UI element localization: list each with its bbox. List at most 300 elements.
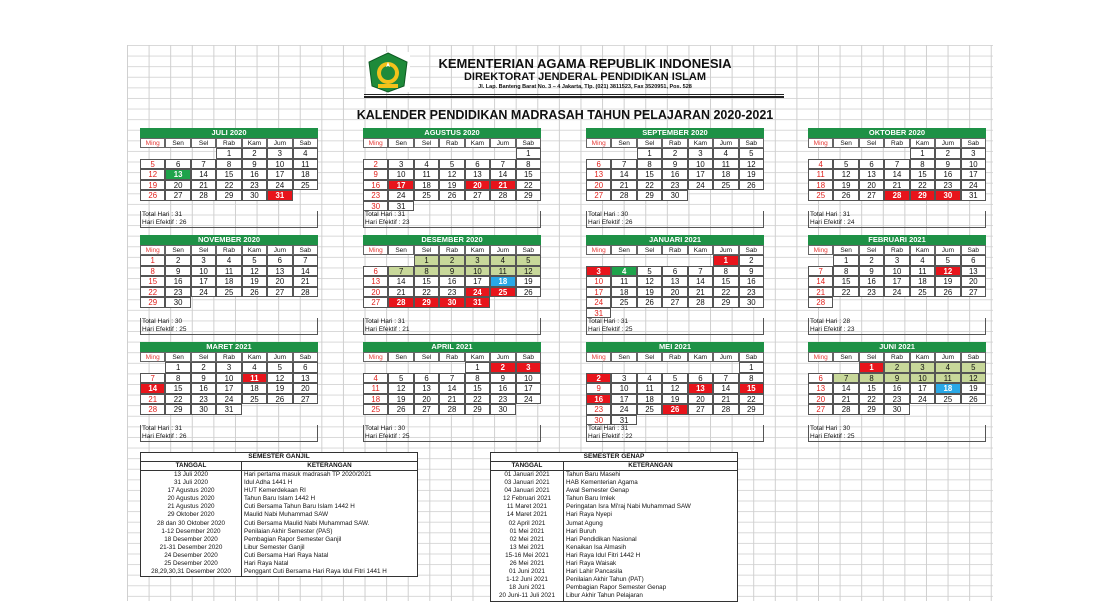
day-cell: 24 <box>216 394 241 405</box>
day-cell: 10 <box>961 159 986 170</box>
table-row <box>491 568 737 576</box>
empty-cell <box>586 255 611 266</box>
day-name: Sel <box>859 352 884 362</box>
empty-cell <box>388 308 413 319</box>
table-row <box>141 471 417 479</box>
total-days: Total Hari : 31 <box>142 211 183 218</box>
event-description: Tahun Baru Masehi <box>566 471 621 478</box>
day-cell: 27 <box>363 297 388 308</box>
empty-cell <box>388 148 413 159</box>
day-cell: 15 <box>516 169 541 180</box>
event-date: 25 Desember 2020 <box>141 560 242 568</box>
day-cell: 11 <box>713 159 738 170</box>
day-cell: 1 <box>637 148 662 159</box>
day-name: Rab <box>884 138 909 148</box>
day-cell: 10 <box>586 276 611 287</box>
day-cell: 29 <box>165 404 190 415</box>
day-cell: 21 <box>140 394 165 405</box>
empty-cell <box>586 362 611 373</box>
effective-days: Hari Efektif : 25 <box>142 326 187 333</box>
semester-ganjil-table <box>140 452 418 577</box>
empty-cell <box>961 404 986 415</box>
day-cell: 21 <box>713 394 738 405</box>
empty-cell <box>859 308 884 319</box>
day-cell: 17 <box>688 169 713 180</box>
day-name: Sen <box>611 245 636 255</box>
day-cell: 11 <box>490 266 515 277</box>
empty-cell <box>516 415 541 426</box>
day-cell: 7 <box>140 373 165 384</box>
day-name: Jum <box>490 245 515 255</box>
day-cell: 3 <box>388 159 413 170</box>
day-cell: 26 <box>242 287 267 298</box>
event-date: 26 Mei 2021 <box>491 560 564 568</box>
event-description: Tahun Baru Islam 1442 H <box>244 495 316 503</box>
empty-cell <box>833 297 858 308</box>
day-name: Rab <box>216 138 241 148</box>
month-name: JUNI 2021 <box>808 342 986 352</box>
genap-col-date: TANGGAL <box>491 462 564 470</box>
event-date: 01 Mei 2021 <box>491 528 564 536</box>
day-cell: 13 <box>662 276 687 287</box>
day-cell: 18 <box>910 276 935 287</box>
empty-cell <box>739 190 764 201</box>
day-cell: 6 <box>859 159 884 170</box>
event-date: 02 Mei 2021 <box>491 536 564 544</box>
day-cell: 29 <box>140 297 165 308</box>
day-cell: 28 <box>713 404 738 415</box>
empty-cell <box>140 201 165 212</box>
day-cell: 13 <box>293 373 318 384</box>
day-name: Sel <box>191 138 216 148</box>
table-row <box>491 536 737 544</box>
day-cell: 10 <box>884 266 909 277</box>
day-cell: 17 <box>516 383 541 394</box>
day-cell: 2 <box>490 362 515 373</box>
day-cell: 28 <box>833 404 858 415</box>
empty-cell <box>833 308 858 319</box>
day-cell: 25 <box>713 180 738 191</box>
day-cell: 17 <box>884 276 909 287</box>
day-cell: 15 <box>140 276 165 287</box>
event-date: 24 Desember 2020 <box>141 552 242 560</box>
day-cell: 26 <box>267 394 292 405</box>
day-cell: 22 <box>739 394 764 405</box>
day-cell: 8 <box>859 373 884 384</box>
day-cell: 4 <box>637 373 662 384</box>
table-row <box>141 503 417 511</box>
day-cell: 23 <box>242 180 267 191</box>
day-cell: 25 <box>363 404 388 415</box>
day-cell: 20 <box>688 394 713 405</box>
day-cell: 19 <box>242 276 267 287</box>
day-cell: 6 <box>662 266 687 277</box>
day-cell: 8 <box>465 373 490 384</box>
empty-cell <box>662 308 687 319</box>
effective-days: Hari Efektif : 23 <box>365 219 410 226</box>
day-cell: 19 <box>662 394 687 405</box>
empty-cell <box>586 201 611 212</box>
day-cell: 13 <box>859 169 884 180</box>
day-cell: 28 <box>884 190 909 201</box>
table-row <box>141 495 417 503</box>
day-cell: 13 <box>688 383 713 394</box>
day-cell: 14 <box>713 383 738 394</box>
empty-cell <box>191 297 216 308</box>
day-cell: 29 <box>216 190 241 201</box>
day-name: Sab <box>516 245 541 255</box>
total-days: Total Hari : 31 <box>365 211 406 218</box>
event-date: 01 Juni 2021 <box>491 568 564 576</box>
event-description: Libur Semester Ganjil <box>244 543 305 551</box>
day-cell: 20 <box>165 180 190 191</box>
table-row <box>491 520 737 528</box>
day-name: Kam <box>910 352 935 362</box>
day-cell: 9 <box>191 373 216 384</box>
day-cell: 4 <box>490 255 515 266</box>
day-cell: 10 <box>267 159 292 170</box>
day-cell: 20 <box>808 394 833 405</box>
day-cell: 28 <box>688 297 713 308</box>
empty-cell <box>713 308 738 319</box>
day-name: Jum <box>713 352 738 362</box>
day-cell: 10 <box>910 373 935 384</box>
month-calendar <box>808 235 986 335</box>
empty-cell <box>662 362 687 373</box>
day-name: Kam <box>910 245 935 255</box>
header-divider <box>364 94 784 95</box>
day-name: Ming <box>363 245 388 255</box>
day-cell: 20 <box>662 287 687 298</box>
empty-cell <box>833 201 858 212</box>
empty-cell <box>808 308 833 319</box>
empty-cell <box>808 415 833 426</box>
table-row <box>491 584 737 592</box>
empty-cell <box>833 415 858 426</box>
day-cell: 4 <box>808 159 833 170</box>
day-cell: 16 <box>935 169 960 180</box>
day-cell: 25 <box>490 287 515 298</box>
day-cell: 18 <box>242 383 267 394</box>
day-cell: 24 <box>191 287 216 298</box>
day-cell: 4 <box>713 148 738 159</box>
day-cell: 2 <box>439 255 464 266</box>
day-cell: 1 <box>140 255 165 266</box>
day-cell: 18 <box>611 287 636 298</box>
day-cell: 27 <box>165 190 190 201</box>
day-cell: 18 <box>490 276 515 287</box>
day-cell: 3 <box>910 362 935 373</box>
day-cell: 17 <box>910 383 935 394</box>
event-description: Peringatan Isra Mi'raj Nabi Muhammad SAW <box>566 503 691 511</box>
day-cell: 26 <box>662 404 687 415</box>
day-cell: 8 <box>910 159 935 170</box>
day-cell: 2 <box>363 159 388 170</box>
day-cell: 11 <box>935 373 960 384</box>
ganjil-col-note: KETERANGAN <box>307 462 352 469</box>
event-date: 15-16 Mei 2021 <box>491 552 564 560</box>
day-cell: 24 <box>611 404 636 415</box>
empty-cell <box>586 148 611 159</box>
day-name: Kam <box>465 138 490 148</box>
day-cell: 12 <box>961 373 986 384</box>
empty-cell <box>490 201 515 212</box>
day-cell: 2 <box>884 362 909 373</box>
day-name: Sel <box>637 138 662 148</box>
empty-cell <box>216 308 241 319</box>
day-cell: 16 <box>662 169 687 180</box>
effective-days: Hari Efektif : 25 <box>588 326 633 333</box>
day-cell: 27 <box>267 287 292 298</box>
day-cell: 22 <box>140 287 165 298</box>
day-name: Sab <box>293 245 318 255</box>
day-name: Sab <box>293 138 318 148</box>
day-cell: 6 <box>414 373 439 384</box>
empty-cell <box>713 190 738 201</box>
day-cell: 6 <box>267 255 292 266</box>
empty-cell <box>884 308 909 319</box>
day-name: Rab <box>662 138 687 148</box>
empty-cell <box>439 201 464 212</box>
day-cell: 21 <box>611 180 636 191</box>
event-date: 20 Agustus 2020 <box>141 495 242 503</box>
day-cell: 18 <box>216 276 241 287</box>
day-cell: 26 <box>637 297 662 308</box>
event-description: Pembagian Rapor Semester Ganjil <box>244 535 342 543</box>
effective-days: Hari Efektif : 26 <box>588 219 633 226</box>
day-cell: 14 <box>808 276 833 287</box>
day-cell: 14 <box>439 383 464 394</box>
day-name: Sel <box>191 352 216 362</box>
event-description: Cuti Bersama Hari Raya Natal <box>244 551 329 559</box>
event-date: 28,29,30,31 Desember 2020 <box>141 568 242 576</box>
empty-cell <box>637 201 662 212</box>
day-cell: 21 <box>439 394 464 405</box>
day-cell: 1 <box>216 148 241 159</box>
empty-cell <box>363 148 388 159</box>
day-cell: 31 <box>388 201 413 212</box>
day-cell: 25 <box>414 190 439 201</box>
empty-cell <box>191 308 216 319</box>
event-description: Penilaian Akhir Semester (PAS) <box>244 527 333 535</box>
day-cell: 28 <box>439 404 464 415</box>
day-cell: 30 <box>165 297 190 308</box>
empty-cell <box>388 255 413 266</box>
day-name: Kam <box>688 245 713 255</box>
month-name: AGUSTUS 2020 <box>363 128 541 138</box>
day-cell: 1 <box>516 148 541 159</box>
day-cell: 13 <box>165 169 190 180</box>
empty-cell <box>140 415 165 426</box>
day-cell: 21 <box>688 287 713 298</box>
day-cell: 8 <box>637 159 662 170</box>
genap-col-note: KETERANGAN <box>628 462 673 469</box>
empty-cell <box>662 415 687 426</box>
day-cell: 11 <box>216 266 241 277</box>
day-cell: 2 <box>165 255 190 266</box>
day-cell: 9 <box>935 159 960 170</box>
empty-cell <box>267 415 292 426</box>
day-cell: 21 <box>293 276 318 287</box>
day-cell: 14 <box>688 276 713 287</box>
day-cell: 29 <box>465 404 490 415</box>
day-cell: 6 <box>961 255 986 266</box>
day-cell: 28 <box>490 190 515 201</box>
empty-cell <box>242 297 267 308</box>
empty-cell <box>688 308 713 319</box>
event-description: Penggant Cuti Bersama Hari Raya Idul Fitri 1441 H <box>244 568 387 576</box>
event-date: 1-12 Desember 2020 <box>141 528 242 536</box>
day-cell: 27 <box>414 404 439 415</box>
event-description: Idul Adha 1441 H <box>244 479 293 487</box>
day-name: Kam <box>688 138 713 148</box>
empty-cell <box>363 362 388 373</box>
day-name: Sel <box>637 245 662 255</box>
day-cell: 3 <box>961 148 986 159</box>
day-name: Sab <box>961 352 986 362</box>
day-cell: 5 <box>242 255 267 266</box>
day-cell: 18 <box>414 180 439 191</box>
day-name: Sab <box>516 352 541 362</box>
day-cell: 27 <box>961 287 986 298</box>
day-cell: 13 <box>267 266 292 277</box>
table-row <box>491 503 737 511</box>
day-name: Rab <box>662 245 687 255</box>
day-name: Rab <box>216 352 241 362</box>
day-cell: 16 <box>363 180 388 191</box>
day-name: Sen <box>611 352 636 362</box>
day-cell: 19 <box>739 169 764 180</box>
day-cell: 19 <box>439 180 464 191</box>
empty-cell <box>611 255 636 266</box>
day-cell: 17 <box>611 394 636 405</box>
day-cell: 16 <box>739 276 764 287</box>
empty-cell <box>884 415 909 426</box>
month-name: JULI 2020 <box>140 128 318 138</box>
total-days: Total Hari : 30 <box>365 425 406 432</box>
total-days: Total Hari : 30 <box>588 211 629 218</box>
day-cell: 29 <box>713 297 738 308</box>
day-cell: 13 <box>961 266 986 277</box>
day-cell: 3 <box>611 373 636 384</box>
day-cell: 2 <box>586 373 611 384</box>
day-cell: 7 <box>293 255 318 266</box>
empty-cell <box>611 362 636 373</box>
day-name: Kam <box>465 352 490 362</box>
day-cell: 9 <box>859 266 884 277</box>
empty-cell <box>414 148 439 159</box>
day-cell: 1 <box>859 362 884 373</box>
day-cell: 12 <box>439 169 464 180</box>
day-name: Ming <box>586 245 611 255</box>
day-cell: 7 <box>490 159 515 170</box>
month-summary <box>586 211 764 228</box>
empty-cell <box>611 308 636 319</box>
day-cell: 18 <box>637 394 662 405</box>
table-row <box>141 511 417 519</box>
day-cell: 29 <box>637 190 662 201</box>
event-date: 18 Juni 2021 <box>491 584 564 592</box>
day-cell: 31 <box>267 190 292 201</box>
empty-cell <box>465 308 490 319</box>
day-cell: 15 <box>414 276 439 287</box>
day-cell: 27 <box>859 190 884 201</box>
day-cell: 10 <box>688 159 713 170</box>
day-cell: 12 <box>662 383 687 394</box>
day-cell: 11 <box>637 383 662 394</box>
empty-cell <box>516 297 541 308</box>
day-cell: 20 <box>414 394 439 405</box>
empty-cell <box>242 201 267 212</box>
month-summary <box>140 318 318 335</box>
empty-cell <box>637 415 662 426</box>
day-name: Ming <box>586 352 611 362</box>
day-cell: 25 <box>216 287 241 298</box>
empty-cell <box>808 201 833 212</box>
empty-cell <box>140 362 165 373</box>
table-row <box>491 479 737 487</box>
event-date: 14 Maret 2021 <box>491 511 564 519</box>
day-name: Rab <box>662 352 687 362</box>
empty-cell <box>859 415 884 426</box>
table-row <box>491 576 737 584</box>
day-cell: 5 <box>935 255 960 266</box>
event-date: 01 Januari 2021 <box>491 471 564 479</box>
day-cell: 3 <box>586 266 611 277</box>
day-cell: 28 <box>140 404 165 415</box>
day-cell: 5 <box>516 255 541 266</box>
day-name: Rab <box>439 138 464 148</box>
day-cell: 25 <box>808 190 833 201</box>
day-cell: 23 <box>739 287 764 298</box>
empty-cell <box>662 201 687 212</box>
day-name: Ming <box>140 245 165 255</box>
day-cell: 11 <box>363 383 388 394</box>
empty-cell <box>688 415 713 426</box>
day-cell: 6 <box>808 373 833 384</box>
day-cell: 26 <box>833 190 858 201</box>
day-cell: 7 <box>191 159 216 170</box>
empty-cell <box>165 201 190 212</box>
table-row <box>491 528 737 536</box>
event-date: 28 dan 30 Oktober 2020 <box>141 520 242 528</box>
table-row <box>141 479 417 487</box>
address-line: Jl. Lap. Banteng Barat No. 3 – 4 Jakarta, Tlp. (021) 3811523, Fax 3520951, Pos. 528 <box>478 84 692 90</box>
month-summary <box>586 318 764 335</box>
day-cell: 7 <box>688 266 713 277</box>
day-name: Jum <box>935 245 960 255</box>
month-name: NOVEMBER 2020 <box>140 235 318 245</box>
day-cell: 9 <box>662 159 687 170</box>
day-cell: 19 <box>516 276 541 287</box>
day-cell: 23 <box>165 287 190 298</box>
effective-days: Hari Efektif : 23 <box>810 326 855 333</box>
total-days: Total Hari : 31 <box>588 318 629 325</box>
day-cell: 25 <box>293 180 318 191</box>
day-cell: 14 <box>490 169 515 180</box>
month-summary <box>363 211 541 228</box>
day-cell: 17 <box>216 383 241 394</box>
day-cell: 21 <box>191 180 216 191</box>
month-summary <box>140 211 318 228</box>
day-cell: 12 <box>242 266 267 277</box>
day-cell: 29 <box>859 404 884 415</box>
day-cell: 26 <box>439 190 464 201</box>
day-cell: 25 <box>242 394 267 405</box>
day-cell: 17 <box>267 169 292 180</box>
empty-cell <box>439 415 464 426</box>
event-description: Hari Raya Waisak <box>566 560 617 568</box>
